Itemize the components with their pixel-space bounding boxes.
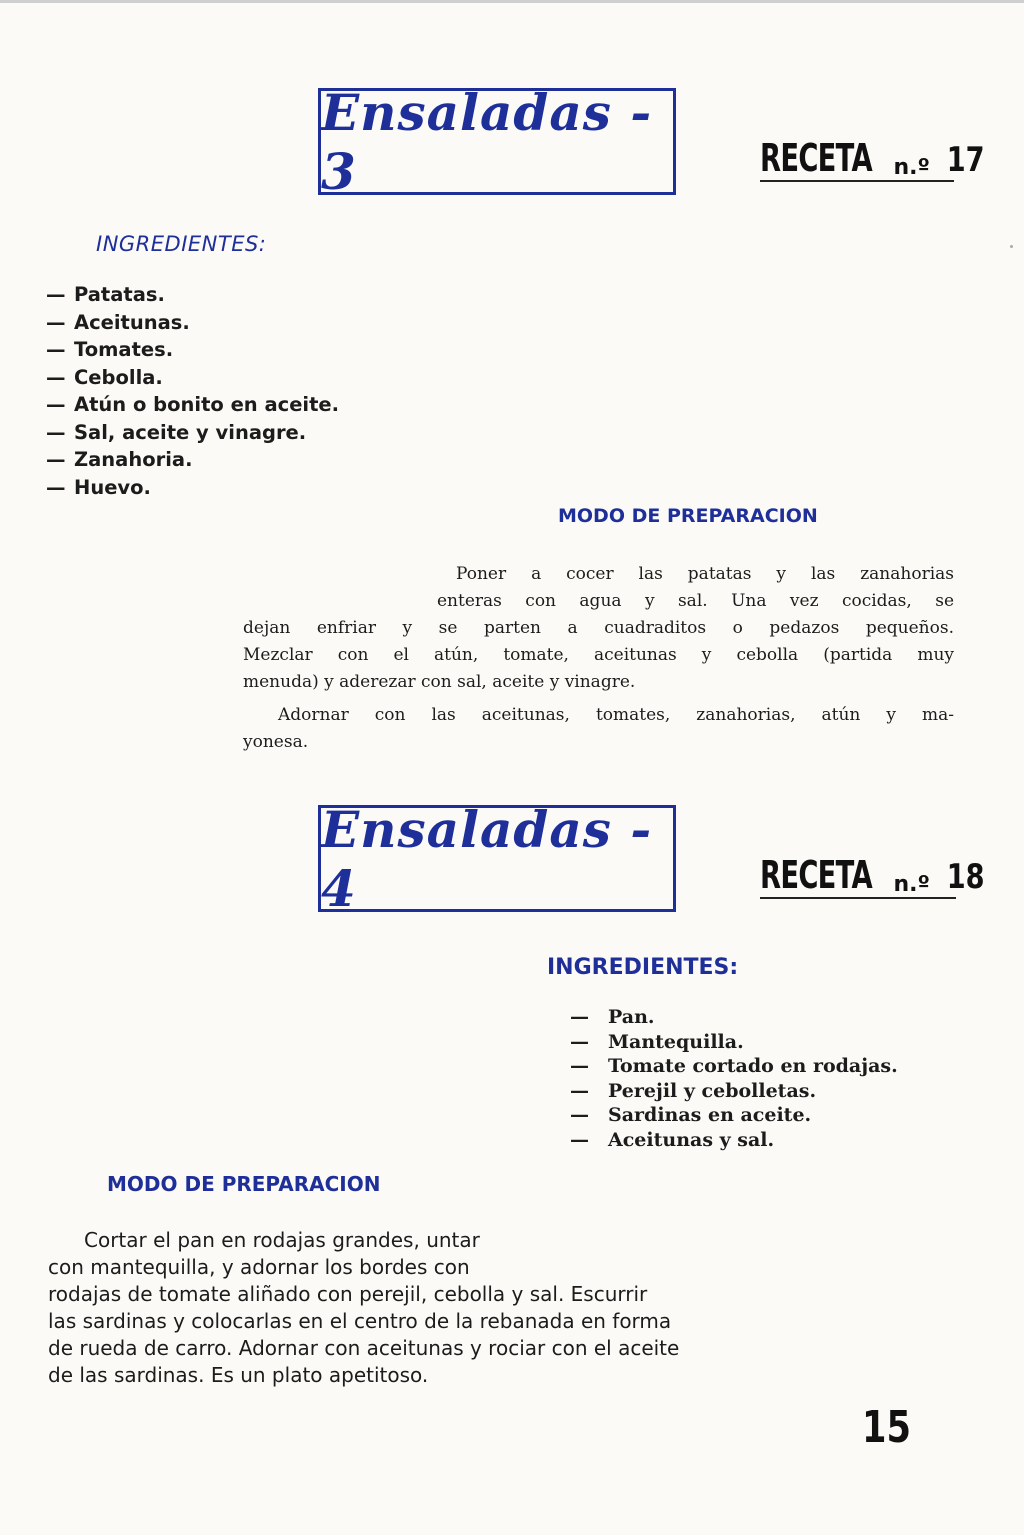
recipe-1-ingredients-heading: INGREDIENTES: bbox=[96, 232, 267, 256]
list-item: — Huevo. bbox=[46, 474, 339, 502]
dash: — bbox=[570, 1006, 589, 1028]
dash: — bbox=[46, 283, 66, 306]
list-item: — Perejil y cebolletas. bbox=[570, 1079, 817, 1102]
method-line: dejan enfriar y se parten a cuadraditos o pedazos pequeños. bbox=[243, 618, 954, 638]
dash: — bbox=[46, 448, 66, 471]
list-item: — Sal, aceite y vinagre. bbox=[46, 419, 339, 447]
recipe-1-ingredients-list bbox=[46, 281, 339, 501]
dash: — bbox=[570, 1128, 589, 1151]
recipe-1-number-label bbox=[760, 128, 985, 182]
recipe-2-ingredients-list bbox=[570, 1005, 898, 1152]
recipe-2-title: Ensaladas - 4 bbox=[321, 799, 653, 918]
receta-no: n.º bbox=[893, 155, 930, 180]
speck bbox=[1010, 245, 1013, 248]
method-line: las sardinas y colocarlas en el centro de la rebanada en forma bbox=[48, 1309, 672, 1333]
page-number: 15 bbox=[862, 1402, 911, 1453]
method-line: de las sardinas. Es un plato apetitoso. bbox=[48, 1363, 429, 1387]
method-line: de rueda de carro. Adornar con aceitunas y rociar con el aceite bbox=[48, 1336, 680, 1360]
dash: — bbox=[46, 338, 66, 361]
method-line: rodajas de tomate aliñado con perejil, cebolla y sal. Escurrir bbox=[48, 1282, 648, 1306]
list-item: — Tomates. bbox=[46, 336, 339, 364]
method-line: menuda) y aderezar con sal, aceite y vinagre. bbox=[243, 672, 636, 692]
recipe-1-title: Ensaladas - 3 bbox=[321, 82, 653, 201]
list-item: — Atún o bonito en aceite. bbox=[46, 391, 339, 419]
receta-no: n.º bbox=[893, 872, 930, 897]
dash: — bbox=[46, 310, 66, 334]
dash: — bbox=[46, 475, 66, 499]
dash: — bbox=[570, 1104, 589, 1126]
list-item: — Sardinas en aceite. bbox=[570, 1104, 812, 1126]
dash: — bbox=[46, 420, 66, 444]
method-line: enteras con agua y sal. Una vez cocidas, se bbox=[437, 591, 954, 611]
list-item: — Aceitunas. bbox=[46, 309, 339, 337]
list-item: — Pan. bbox=[570, 1006, 655, 1028]
method-line: Cortar el pan en rodajas grandes, untar bbox=[84, 1228, 480, 1252]
method-line: Mezclar con el atún, tomate, aceitunas y cebolla (partida muy bbox=[243, 645, 954, 665]
list-item: — Zanahoria. bbox=[46, 446, 339, 474]
receta-number: 18 bbox=[946, 857, 985, 897]
dash: — bbox=[46, 393, 66, 416]
recipe-1-title-box bbox=[318, 82, 676, 201]
recipe-2-number-label bbox=[760, 845, 985, 899]
recipe-2-title-box bbox=[318, 799, 676, 918]
method-line: Adornar con las aceitunas, tomates, zanahorias, atún y ma- bbox=[278, 705, 954, 725]
list-item: — Aceitunas y sal. bbox=[570, 1128, 775, 1151]
dash: — bbox=[46, 365, 66, 389]
list-item: — Cebolla. bbox=[46, 364, 339, 392]
list-item: — Mantequilla. bbox=[570, 1030, 744, 1053]
list-item: — Patatas. bbox=[46, 281, 339, 309]
list-item: — Tomate cortado en rodajas. bbox=[570, 1055, 898, 1077]
recipe-2-method-heading: MODO DE PREPARACION bbox=[107, 1172, 381, 1196]
receta-number: 17 bbox=[946, 140, 985, 180]
recipe-1-method-heading: MODO DE PREPARACION bbox=[558, 505, 818, 527]
method-line: Poner a cocer las patatas y las zanahorias bbox=[456, 564, 954, 584]
method-line: yonesa. bbox=[243, 732, 309, 752]
receta-word: RECETA bbox=[760, 136, 872, 180]
dash: — bbox=[570, 1055, 589, 1077]
recipe-2-ingredients-heading: INGREDIENTES: bbox=[547, 955, 739, 980]
receta-word: RECETA bbox=[760, 853, 872, 897]
dash: — bbox=[570, 1079, 589, 1102]
top-rule bbox=[0, 0, 1024, 3]
dash: — bbox=[570, 1030, 589, 1053]
method-line: con mantequilla, y adornar los bordes con bbox=[48, 1255, 470, 1279]
